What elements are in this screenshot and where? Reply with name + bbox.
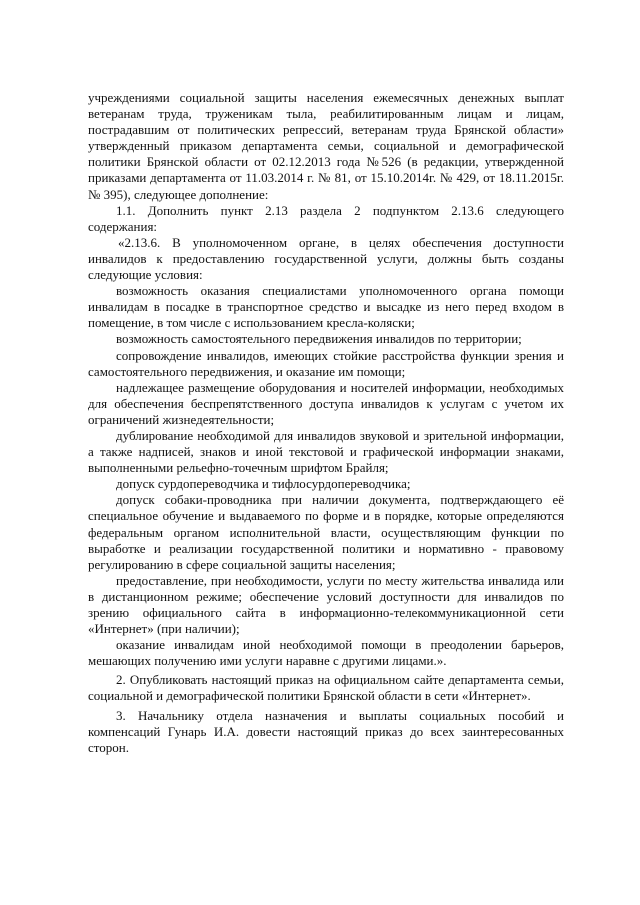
condition-item: допуск собаки-проводника при наличии документа, подтверждающего её специальное обучение и выдаваемого по форме и в порядке, которые определяются федеральным органом исполнительной власти, осуществляющим функции по выработке и реализации государственной политики и нормативно - правовому регулированию в сфере социальной защиты населения; <box>88 492 564 572</box>
condition-item: допуск сурдопереводчика и тифлосурдопереводчика; <box>116 476 411 492</box>
paragraph-1-1: 1.1. Дополнить пункт 2.13 раздела 2 подпунктом 2.13.6 следующего содержания: <box>88 202 564 234</box>
condition-item: сопровождение инвалидов, имеющих стойкие расстройства функции зрения и самостоятельного передвижения, и оказание им помощи; <box>88 347 564 379</box>
paragraph-3: 3. Начальнику отдела назначения и выплаты социальных пособий и компенсаций Гунарь И.А. довести настоящий приказ до всех заинтересованных сторон. <box>88 707 564 755</box>
condition-item: предоставление, при необходимости, услуги по месту жительства инвалида или в дистанционном режиме; обеспечение условий доступности для инвалидов по зрению официального сайта в информационно-телекоммуникационной сети «Интернет» (при наличии); <box>88 572 564 637</box>
condition-item: дублирование необходимой для инвалидов звуковой и зрительной информации, а также надписей, знаков и иной текстовой и графической информации знаками, выполненными рельефно-точечным шрифтом Брайля; <box>88 427 564 476</box>
document-body <box>88 90 564 756</box>
paragraph-continuation: учреждениями социальной защиты населения ежемесячных денежных выплат ветеранам труда, труженикам тыла, реабилитированным лицам и лицам, пострадавшим от политических репрессий, ветеранам труда Брянской области» утвержденный приказом департамента семьи, социальной и демографической политики Брянской области от 02.12.2013 года №526 (в редакции, утвержденной приказами департамента от 11.03.2014 г. № 81, от 15.10.2014г. № 429, от 18.11.2015г. № 395), следующее дополнение: <box>88 90 564 202</box>
condition-item: возможность самостоятельного передвижения инвалидов по территории; <box>116 331 522 347</box>
condition-item: оказание инвалидам иной необходимой помощи в преодолении барьеров, мешающих получению ими услуги наравне с другими лицами.». <box>88 637 564 669</box>
paragraph-2-13-6: «2.13.6. В уполномоченном органе, в целях обеспечения доступности инвалидов к предоставлению государственной услуги, должны быть созданы следующие условия: <box>88 234 564 283</box>
condition-item: возможность оказания специалистами уполномоченного органа помощи инвалидам в посадке в транспортное средство и высадке из него перед входом в помещение, в том числе с использованием кресла-коляски; <box>88 283 564 331</box>
condition-item: надлежащее размещение оборудования и носителей информации, необходимых для обеспечения беспрепятственного доступа инвалидов к услугам с учетом их ограничений жизнедеятельности; <box>88 379 564 427</box>
paragraph-2: 2. Опубликовать настоящий приказ на официальном сайте департамента семьи, социальной и демографической политики Брянской области в сети «Интернет». <box>88 672 564 704</box>
